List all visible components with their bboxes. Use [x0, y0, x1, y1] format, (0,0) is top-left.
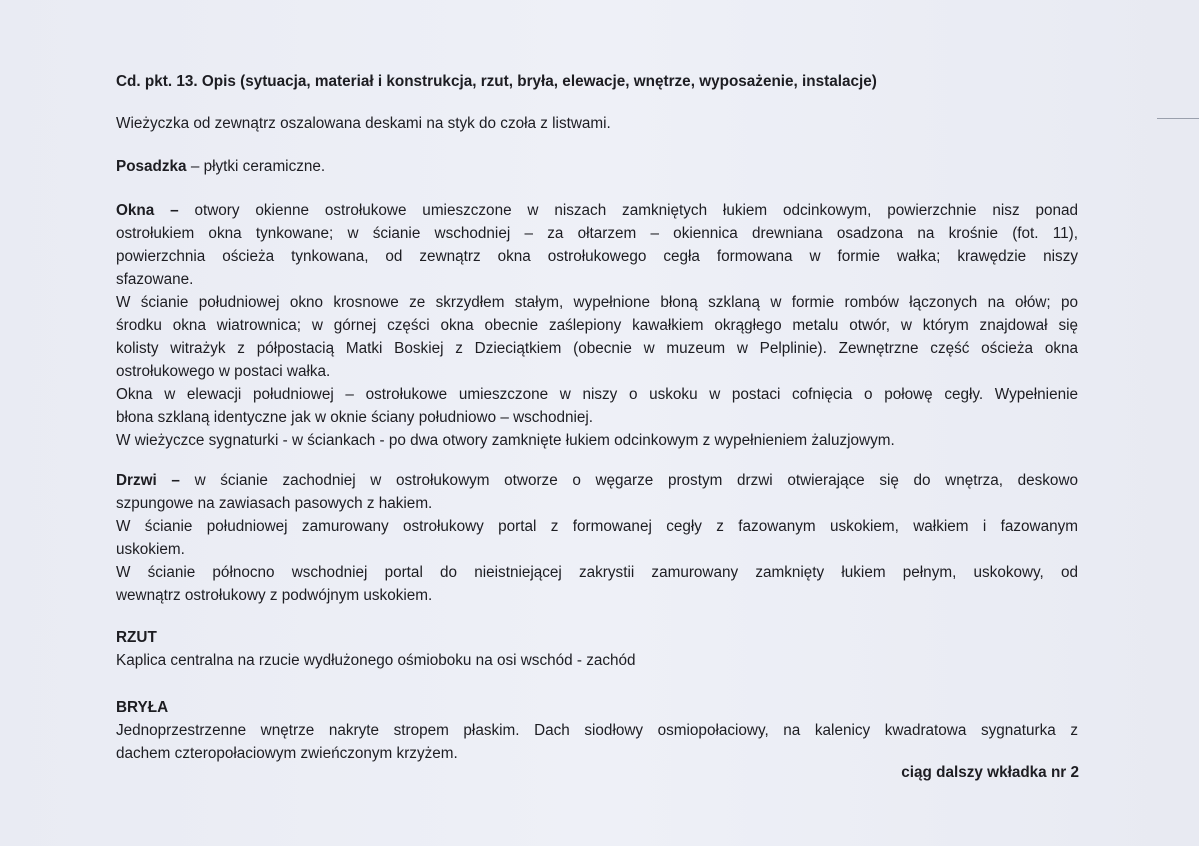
text-line [116, 744, 1078, 764]
text-line [116, 385, 1078, 405]
text-line [116, 586, 1078, 606]
bold-lead: BRYŁA [116, 699, 169, 716]
text-line [116, 339, 1078, 359]
line-text: wewnątrz ostrołukowy z podwójnym uskokiem. [116, 587, 433, 604]
text-line [116, 698, 1078, 718]
bold-lead: RZUT [116, 629, 157, 646]
line-text: – płytki ceramiczne. [186, 158, 326, 175]
line-text: otwory okienne ostrołukowe umieszczone w niszach zamkniętych łukiem odcinkowym, powierzchnie nisz ponad [178, 202, 1078, 219]
text-line [116, 224, 1078, 244]
line-text: W ścianie północno wschodniej portal do nieistniejącej zakrystii zamurowany zamknięty łukiem pełnym, uskokowy, od [116, 564, 1078, 581]
text-line [116, 494, 1078, 514]
text-line [116, 721, 1078, 741]
text-line [116, 247, 1078, 267]
bold-lead: Drzwi – [116, 472, 180, 489]
line-text: ostrołukowego w postaci wałka. [116, 363, 331, 380]
text-line [116, 362, 1078, 382]
text-line [116, 270, 1078, 290]
line-text: Jednoprzestrzenne wnętrze nakryte stropem płaskim. Dach siodłowy osmiopołaciowy, na kalenicy kwadratowa sygnaturka z [116, 722, 1078, 739]
text-line [116, 157, 1078, 177]
text-line [116, 517, 1078, 537]
scan-edge-mark [1157, 118, 1199, 119]
line-text: W ścianie południowej zamurowany ostrołukowy portal z formowanej cegły z fazowanym uskokiem, wałkiem i fazowanym [116, 518, 1078, 535]
line-text: w ścianie zachodniej w ostrołukowym otworze o węgarze prostym drzwi otwierające się do wnętrza, deskowo [179, 472, 1078, 489]
text-line [116, 628, 1078, 648]
text-line [116, 114, 1078, 134]
line-text: błona szklaną identyczne jak w oknie ściany południowo – wschodniej. [116, 409, 594, 426]
line-text: powierzchnia ościeża tynkowana, od zewnątrz okna ostrołukowego cegła formowana w formie wałka; krawędzie niszy [116, 248, 1078, 265]
line-text: W wieżyczce sygnaturki - w ściankach - po dwa otwory zamknięte łukiem odcinkowym z wypełnieniem żaluzjowym. [116, 432, 895, 449]
line-text: uskokiem. [116, 541, 185, 558]
line-text: środku okna wiatrownica; w górnej części okna obecnie zaślepiony kawałkiem okrągłego metalu otwór, w którym znajdował się [116, 317, 1078, 334]
line-text: Okna w elewacji południowej – ostrołukowe umieszczone w niszy o uskoku w postaci cofnięcia o połowę cegły. Wypełnienie [116, 386, 1078, 403]
bold-lead: Okna – [116, 202, 179, 219]
line-text: szpungowe na zawiasach pasowych z hakiem. [116, 495, 433, 512]
text-line [116, 431, 1078, 451]
line-text: dachem czteropołaciowym zwieńczonym krzyżem. [116, 745, 458, 762]
text-line [116, 293, 1078, 313]
text-line [116, 651, 1078, 671]
text-line [116, 201, 1078, 221]
text-line [116, 316, 1078, 336]
line-text: kolisty witrażyk z półpostacią Matki Boskiej z Dzieciątkiem (obecnie w muzeum w Pelplinie). Zewnętrzne część ościeża okna [116, 340, 1078, 357]
text-line [116, 471, 1078, 491]
section-heading: Cd. pkt. 13. Opis (sytuacja, materiał i konstrukcja, rzut, bryła, elewacje, wnętrze, wyposażenie, instalacje) [116, 73, 877, 90]
line-text: ostrołukiem okna tynkowane; w ścianie wschodniej – za ołtarzem – okiennica drewniana osadzona na krośnie (fot. 11), [116, 225, 1078, 242]
continuation-note: ciąg dalszy wkładka nr 2 [901, 764, 1079, 781]
line-text: W ścianie południowej okno krosnowe ze skrzydłem stałym, wypełnione błoną szklaną w formie rombów łączonych na ołów; po [116, 294, 1078, 311]
text-line [116, 563, 1078, 583]
line-text: sfazowane. [116, 271, 194, 288]
text-line [116, 408, 1078, 428]
line-text: Wieżyczka od zewnątrz oszalowana deskami na styk do czoła z listwami. [116, 115, 611, 132]
text-line [116, 540, 1078, 560]
line-text: Kaplica centralna na rzucie wydłużonego ośmioboku na osi wschód - zachód [116, 652, 636, 669]
bold-lead: Posadzka [116, 158, 187, 175]
